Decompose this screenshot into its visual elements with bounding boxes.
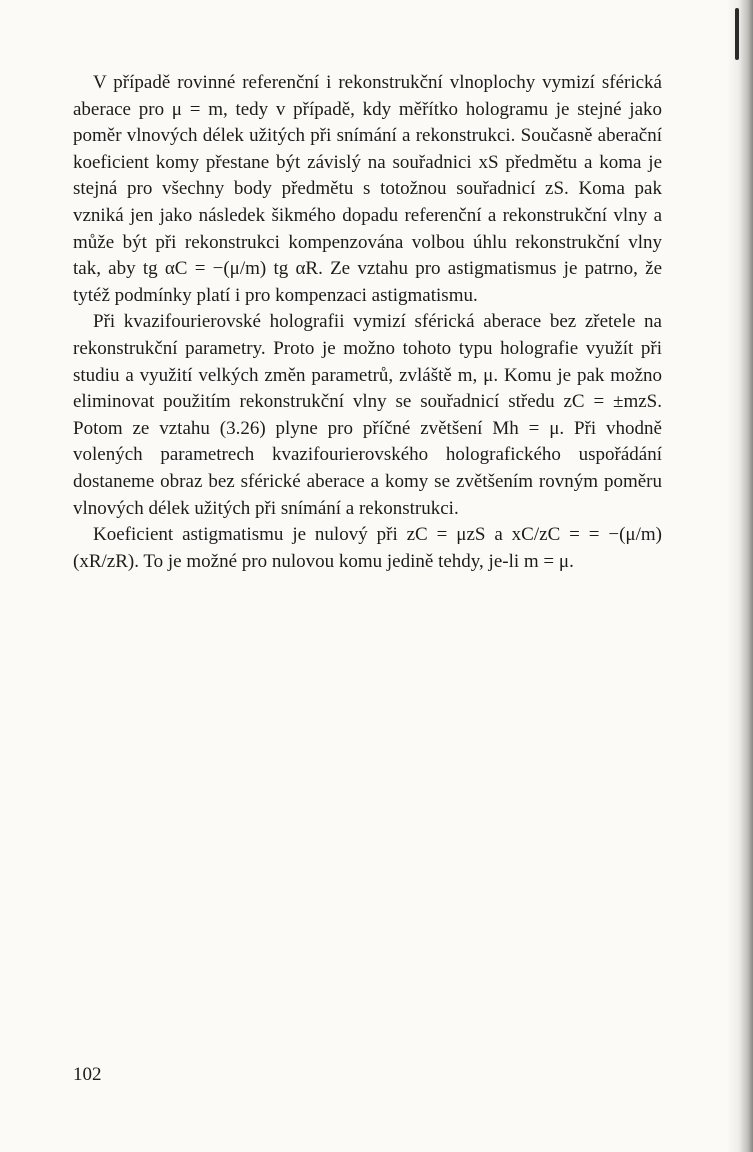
paragraph-2: Při kvazifourierovské holografii vymizí sférická aberace bez zřetele na rekonstrukční parametry. Proto je možno tohoto typu holografie využít při studiu a využití velkých změn parametrů, zvláště m, μ. Komu je pak možno eliminovat použitím rekonstrukční vlny se souřadnicí středu zC = ±mzS. Potom ze vztahu (3.26) plyne pro příčné zvětšení Mh = μ. Při vhodně volených parametrech kvazifourierovského holografického uspořádání dostaneme obraz bez sférické aberace a komy se zvětšením rovným poměru vlnových délek užitých při snímání a rekonstrukci.: [73, 311, 662, 519]
scan-mark: [735, 8, 739, 60]
page-edge-shadow: [727, 0, 753, 1152]
page-number: 102: [73, 1064, 102, 1085]
body-text: [73, 70, 662, 575]
paragraph-3: Koeficient astigmatismu je nulový při zC = μzS a xC/zC = = −(μ/m) (xR/zR). To je možné pro nulovou komu jedině tehdy, je-li m = μ.: [73, 524, 662, 572]
paragraph-1: V případě rovinné referenční i rekonstrukční vlnoplochy vymizí sférická aberace pro μ = m, tedy v případě, kdy měřítko hologramu je stejné jako poměr vlnových délek užitých při snímání a rekonstrukci. Současně aberační koeficient komy přestane být závislý na souřadnici xS předmětu a koma je stejná pro všechny body předmětu s totožnou souřadnicí zS. Koma pak vzniká jen jako následek šikmého dopadu referenční a rekonstrukční vlny a může být při rekonstrukci kompenzována volbou úhlu rekonstrukční vlny tak, aby tg αC = −(μ/m) tg αR. Ze vztahu pro astigmatismus je patrno, že tytéž podmínky platí i pro kompenzaci astigmatismu.: [73, 72, 662, 306]
